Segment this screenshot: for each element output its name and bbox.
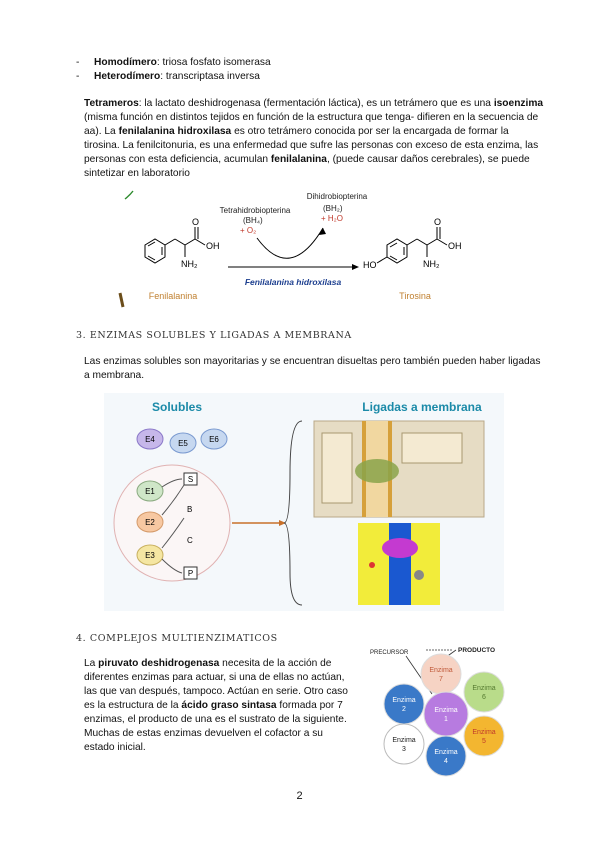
membrane-detail — [322, 433, 352, 503]
enzyme-number: 4 — [444, 758, 448, 765]
soluble-title: Solubles — [151, 400, 203, 414]
membrane-protein — [355, 459, 399, 483]
paragraph-text: necesita de la acción de diferentes enzimas para actuar, si una de ellas no actúan, las que van después, tampoco. Actúan en serie. Otro caso es la estructura de la — [84, 658, 348, 711]
tyrosine-structure — [377, 227, 447, 263]
precursor-label: PRECURSOR — [370, 650, 409, 656]
cofactor-in-plus: + O₂ — [240, 226, 257, 235]
cofactor-out-plus: + H₂O — [321, 214, 343, 223]
oxygen-label: O — [192, 217, 200, 227]
enzyme-node — [426, 736, 466, 776]
enzyme-number: 5 — [482, 738, 486, 745]
enzyme-number: 7 — [439, 676, 443, 683]
bullet-item — [76, 56, 536, 70]
membrane-title: Ligadas a membrana — [362, 400, 482, 414]
multienzyme-figure — [366, 642, 516, 784]
enzyme-number: 1 — [444, 716, 448, 723]
enzyme-number: 6 — [482, 694, 486, 701]
enzyme-node — [464, 672, 504, 712]
enzyme-word: Enzima — [429, 667, 453, 674]
enzyme-node — [384, 684, 424, 724]
cofactor-arrow — [257, 228, 323, 258]
membrane-detail — [402, 433, 462, 463]
section-heading: 3. ENZIMAS SOLUBLES Y LIGADAS A MEMBRANA — [76, 330, 352, 341]
cofactor-in-formula: (BH₄) — [243, 216, 263, 225]
product-label: PRODUCTO — [458, 647, 496, 654]
paragraph-text: (misma función en distintos tejidos en función de la estructura que tenga- difieren en la secuencia de aa). La — [84, 112, 539, 137]
term-fenilalanina-hidroxilasa: fenilalanina hidroxilasa — [118, 126, 232, 137]
cofactor-out-formula: (BH₂) — [323, 204, 343, 213]
term-isoenzima: isoenzima — [493, 98, 544, 109]
membrane-protein — [382, 538, 418, 558]
bullet-item — [76, 70, 536, 84]
enzyme-word: Enzima — [472, 729, 496, 736]
substrate-label: Fenilalanina — [148, 291, 198, 301]
cofactor-out-name: Dihidrobiopterina — [306, 192, 368, 201]
amine-label: NH₂ — [423, 259, 440, 269]
free-enzyme — [137, 429, 163, 449]
paragraph-text: , (puede causar daños cerebrales), se puede sintetizar en laboratorio — [84, 154, 530, 179]
bullet-list — [76, 56, 536, 84]
bullet-text: : triosa fosfato isomerasa — [156, 57, 271, 68]
enzyme-number: 2 — [402, 706, 406, 713]
free-enzyme — [170, 433, 196, 453]
enzyme-number: 3 — [402, 746, 406, 753]
hydroxyl-label: OH — [448, 241, 462, 251]
tetrameros-paragraph — [84, 97, 546, 181]
enzyme-label: E5 — [178, 439, 188, 448]
enzyme-node — [384, 724, 424, 764]
chain-enzyme — [137, 481, 163, 501]
phenylalanine-structure — [145, 227, 205, 263]
enzyme-label: E6 — [209, 435, 219, 444]
metabolite-label: B — [187, 505, 193, 514]
section-paragraph: Las enzimas solubles son mayoritarias y se encuentran disueltas pero también pueden haber ligadas a membrana. — [84, 356, 541, 381]
arrow-head — [319, 228, 326, 235]
cofactor-in-name: Tetrahidrobiopterina — [219, 206, 291, 215]
term-fenilalanina: fenilalanina — [270, 154, 327, 165]
enzyme-label: E3 — [145, 551, 155, 560]
membrane-bilayer — [389, 523, 411, 605]
enzyme-label: Fenilalanina hidroxilasa — [244, 277, 342, 287]
membrane-ligand — [414, 570, 424, 580]
decorative-mark — [125, 191, 133, 199]
enzyme-node — [421, 654, 461, 694]
chain-enzyme — [137, 512, 163, 532]
enzyme-label: E1 — [145, 487, 155, 496]
bullet-term: Heterodímero — [94, 71, 161, 82]
decorative-mark — [120, 293, 123, 307]
hydroxyl-label: OH — [206, 241, 220, 251]
membrane-ligand — [369, 562, 375, 568]
metabolite-label: C — [187, 536, 193, 545]
enzyme-word: Enzima — [472, 685, 496, 692]
bullet-text: : transcriptasa inversa — [160, 71, 260, 82]
soluble-membrane-figure — [104, 393, 504, 611]
oxygen-label: O — [434, 217, 442, 227]
term-piruvato-deshidrogenasa: piruvato deshidrogenasa — [98, 658, 220, 669]
free-enzyme — [201, 429, 227, 449]
enzyme-label: E2 — [145, 518, 155, 527]
enzyme-word: Enzima — [392, 737, 416, 744]
arrow-head — [352, 264, 359, 270]
paragraph-text: es otro tetrámero conocida por ser la encargada de formar la tirosina. La fenilcitonuria, es una enfermedad que sufre las personas con exceso de esta enzima, las personas con esta deficiencia, acumulan — [84, 126, 539, 165]
chain-enzyme — [137, 545, 163, 565]
page-number: 2 — [296, 790, 303, 802]
bullet-dash: - — [76, 71, 80, 82]
term-acido-graso-sintasa: ácido graso sintasa — [181, 700, 277, 711]
bullet-dash: - — [76, 57, 80, 68]
paragraph-text: La — [84, 658, 99, 669]
term-tetrameros: Tetrameros — [84, 98, 139, 109]
metabolite-label: P — [187, 569, 194, 578]
reaction-figure — [115, 183, 485, 313]
amine-label: NH₂ — [181, 259, 198, 269]
hydroxyl-label: HO — [363, 260, 377, 270]
enzyme-node — [424, 692, 468, 736]
product-label: Tirosina — [399, 291, 431, 301]
section-heading: 4. COMPLEJOS MULTIENZIMATICOS — [76, 633, 278, 644]
enzyme-word: Enzima — [392, 697, 416, 704]
enzyme-chain-circle — [114, 465, 230, 581]
metabolite-label: S — [187, 475, 194, 484]
enzyme-word: Enzima — [434, 707, 458, 714]
enzyme-word: Enzima — [434, 749, 458, 756]
paragraph-text: : la lactato deshidrogenasa (fermentación láctica), es un tetrámero que es una — [138, 98, 494, 109]
section-paragraph — [84, 657, 354, 755]
enzyme-label: E4 — [145, 435, 155, 444]
bullet-term: Homodímero — [94, 57, 157, 68]
paragraph-text: formada por 7 enzimas, el producto de una es el sustrato de la siguiente. Muchas de estas enzimas devuelven el cofactor a su estado inicial. — [84, 700, 347, 753]
enzyme-node — [464, 716, 504, 756]
